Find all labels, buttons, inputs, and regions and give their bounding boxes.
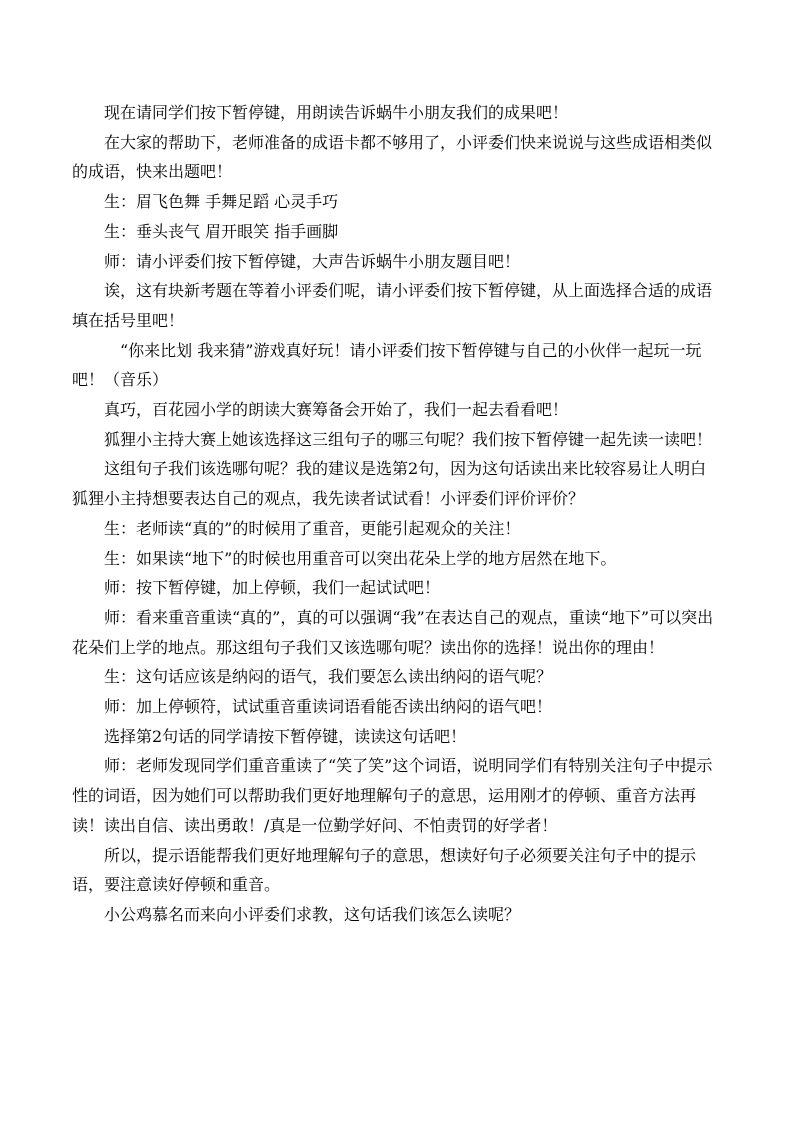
paragraph: 狐狸小主持大赛上她该选择这三组句子的哪三句呢？我们按下暂停键一起先读一读吧！ xyxy=(104,429,713,449)
paragraph: 在大家的帮助下，老师准备的成语卡都不够用了，小评委们快来说说与这些成语相类似的成语，快来出题吧！ xyxy=(72,132,713,182)
paragraph: 师：请小评委们按下暂停键，大声告诉蜗牛小朋友题目吧！ xyxy=(104,251,521,271)
paragraph: 师：看来重音重读“真的”，真的可以强调“我”在表达自己的观点，重读“地下”可以突出花朵们上学的地点。那这组句子我们又该选哪句呢？读出你的选择！说出你的理由！ xyxy=(72,607,714,657)
paragraph: 诶，这有块新考题在等着小评委们呢，请小评委们按下暂停键，从上面选择合适的成语填在括号里吧！ xyxy=(72,281,713,330)
paragraph: 生：如果读“地下”的时候也用重音可以突出花朵上学的地方居然在地下。 xyxy=(104,548,617,568)
paragraph: 师：老师发现同学们重音重读了“笑了笑”这个词语，说明同学们有特别关注句子中提示性的词语，因为她们可以帮助我们更好地理解句子的意思，运用刚才的停顿、重音方法再读！读出自信、读出勇敢！/真是一位勤学好问、不怕责罚的好学者！ xyxy=(72,756,713,835)
paragraph: 真巧，百花园小学的朗读大赛筹备会开始了，我们一起去看看吧！ xyxy=(104,400,569,420)
paragraph: 现在请同学们按下暂停键，用朗读告诉蜗牛小朋友我们的成果吧！ xyxy=(104,103,569,122)
paragraph: 师：按下暂停键，加上停顿，我们一起试试吧！ xyxy=(104,578,441,598)
paragraph: 生：这句话应该是纳闷的语气，我们要怎么读出纳闷的语气呢？ xyxy=(104,667,553,687)
paragraph: 师：加上停顿符，试试重音重读词语看能否读出纳闷的语气吧！ xyxy=(104,697,553,717)
paragraph: 选择第2句话的同学请按下暂停键，读读这句话吧！ xyxy=(104,726,467,746)
paragraph: 生：老师读“真的”的时候用了重音，更能引起观众的关注！ xyxy=(104,518,521,538)
paragraph: 生：垂头丧气 眉开眼笑 指手画脚 xyxy=(104,221,339,241)
paragraph: 小公鸡慕名而来向小评委们求教，这句话我们该怎么读呢？ xyxy=(104,904,521,924)
document-page xyxy=(72,98,722,930)
paragraph: 这组句子我们该选哪句呢？我的建议是选第2句，因为这句话读出来比较容易让人明白狐狸小主持想要表达自己的观点，我先读者试试看！小评委们评价评价？ xyxy=(72,459,707,509)
paragraph: 生：眉飞色舞 手舞足蹈 心灵手巧 xyxy=(104,192,339,212)
paragraph: “你来比划 我来猜”游戏真好玩！请小评委们按下暂停键与自己的小伙伴一起玩一玩吧！（音乐） xyxy=(72,340,702,390)
paragraph: 所以，提示语能帮我们更好地理解句子的意思，想读好句子必须要关注句子中的提示语，要注意读好停顿和重音。 xyxy=(72,845,697,895)
